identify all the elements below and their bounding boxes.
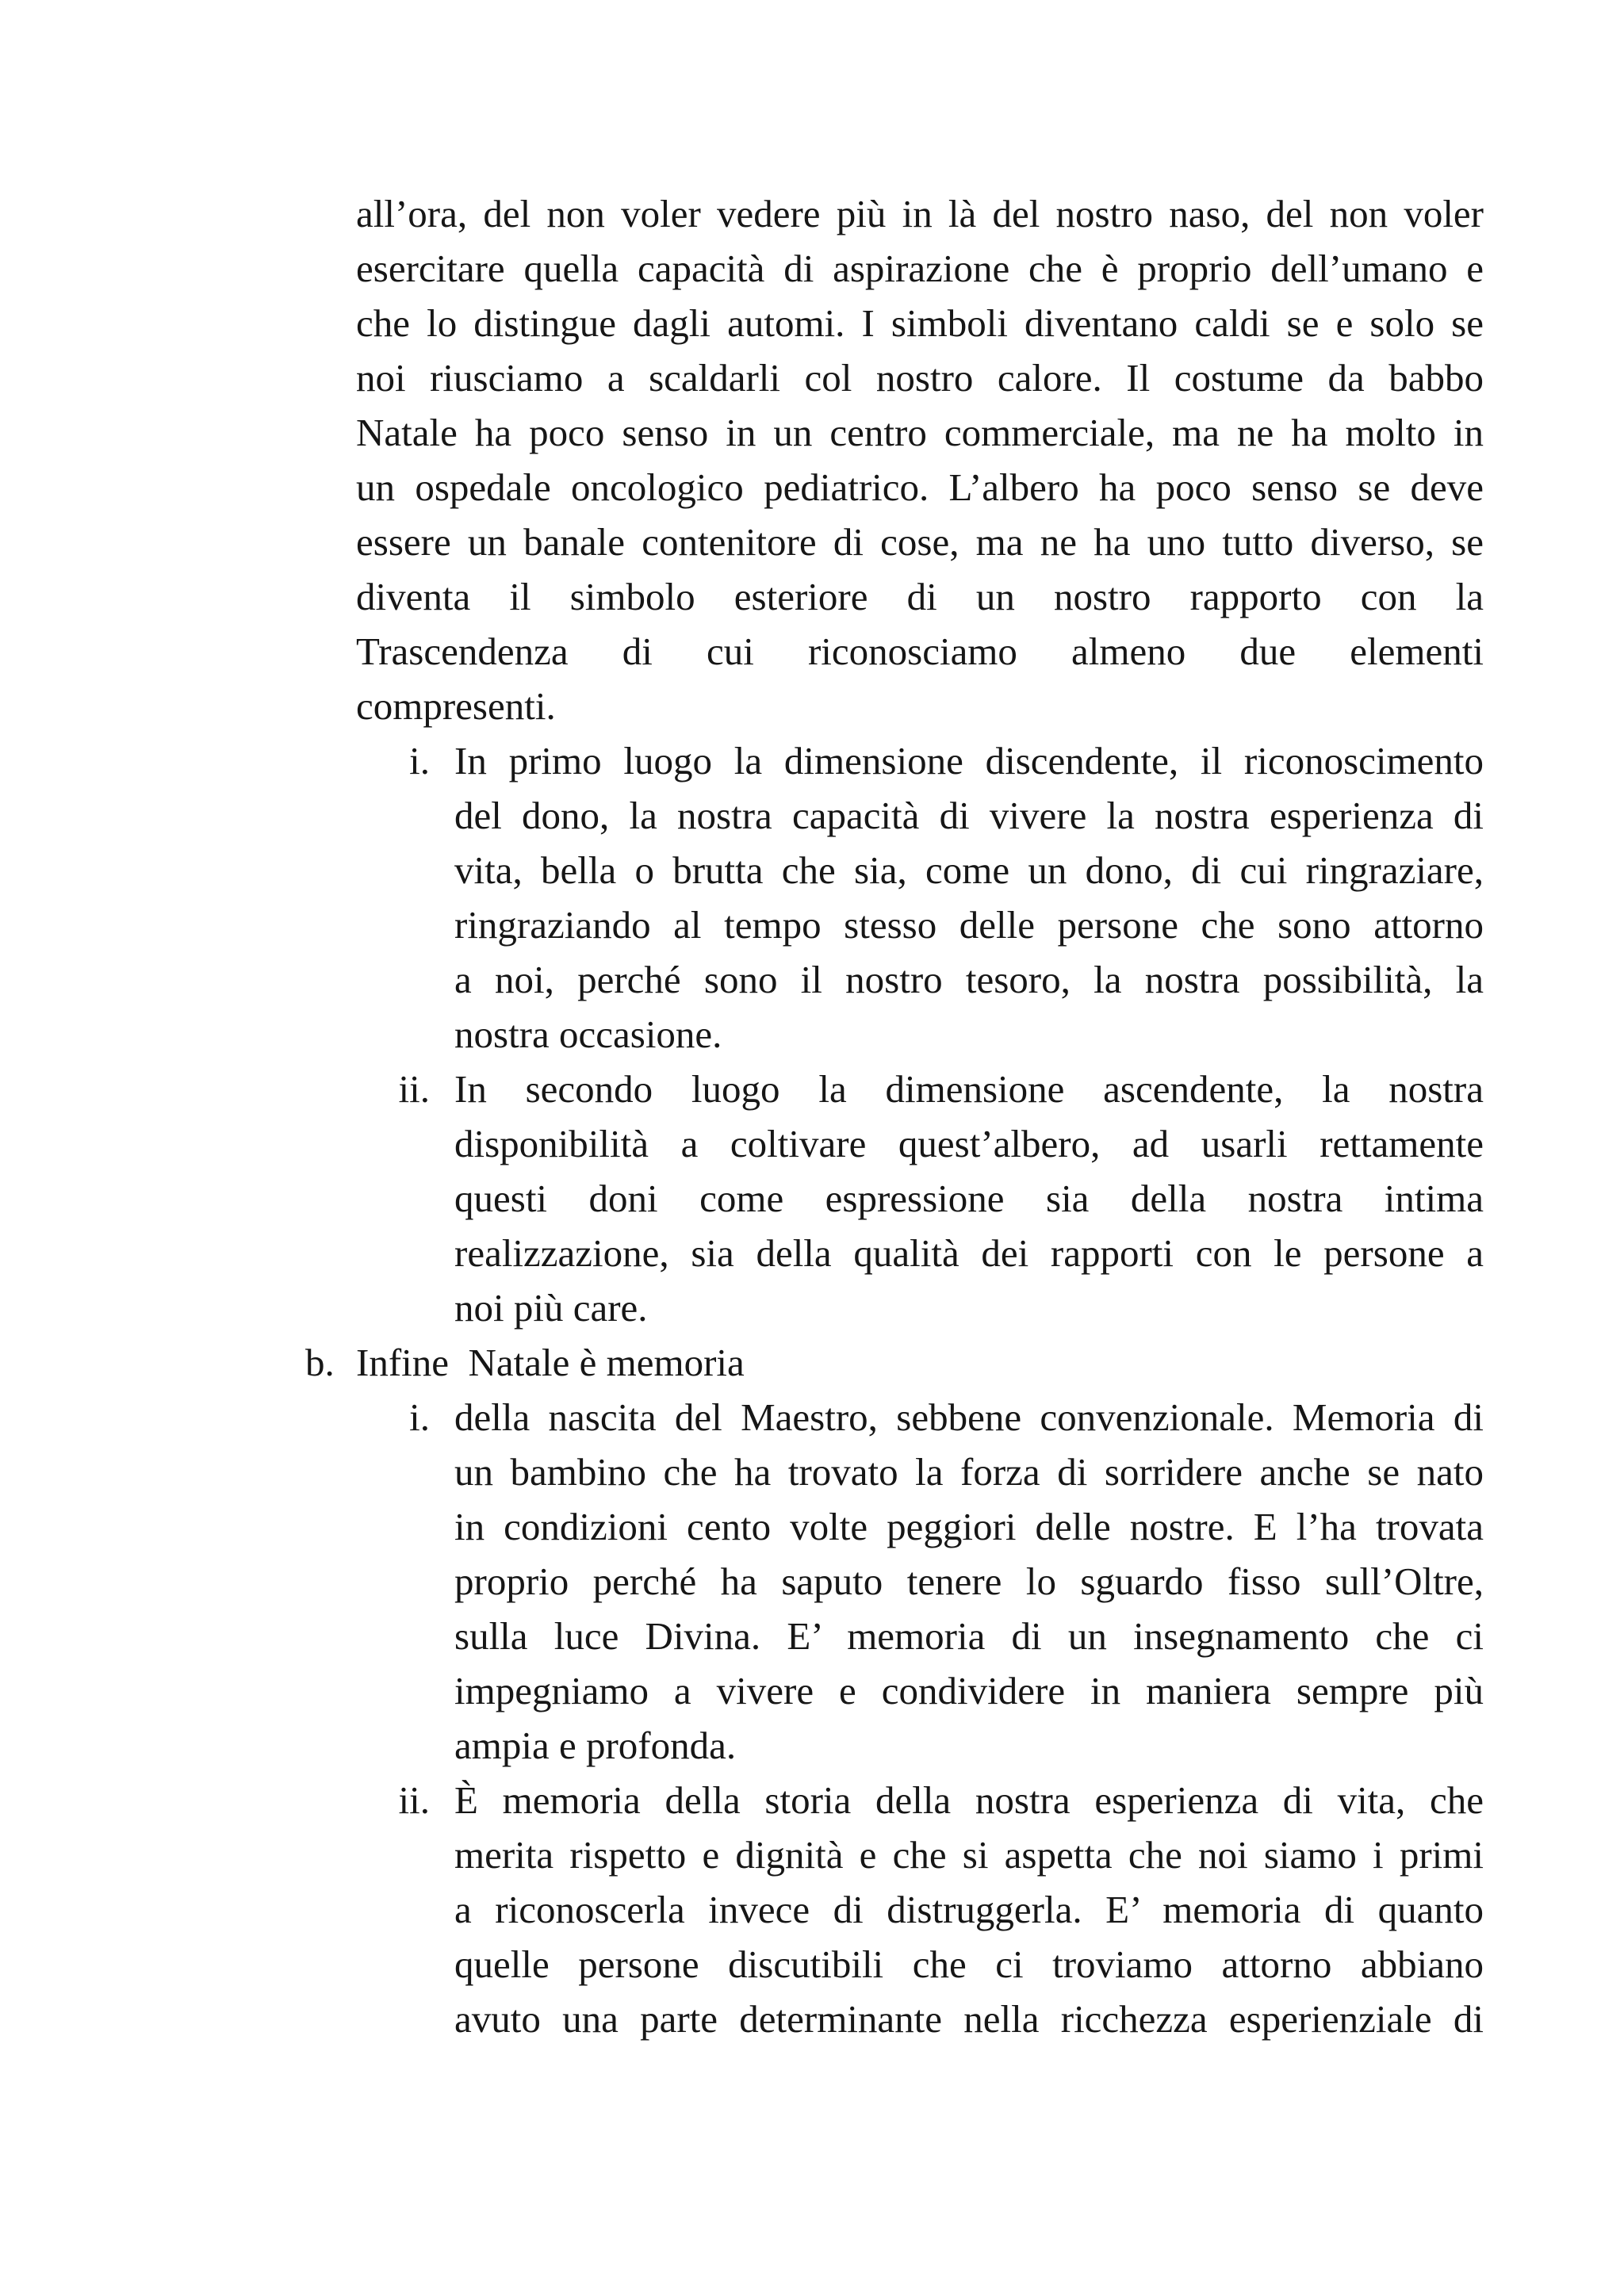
sublist-item-i: [409, 1390, 1484, 1773]
text-line: a noi, perché sono il nostro tesoro, la nostra possibilità, la: [454, 958, 1484, 1001]
text-line: disponibilità a coltivare quest’albero, ad usarli rettamente: [454, 1122, 1484, 1165]
text-line: un bambino che ha trovato la forza di sorridere anche se nato: [454, 1450, 1484, 1494]
list-marker: i.: [409, 739, 430, 783]
text-line: esercitare quella capacità di aspirazione che è proprio dell’umano e: [356, 247, 1484, 290]
text-line: questi doni come espressione sia della nostra intima: [454, 1177, 1484, 1220]
text-line: in condizioni cento volte peggiori delle nostre. E l’ha trovata: [454, 1505, 1484, 1548]
text-line: nostra occasione.: [454, 1012, 722, 1056]
text-line: noi riusciamo a scaldarli col nostro calore. Il costume da babbo: [356, 356, 1484, 400]
list-marker: ii.: [398, 1778, 430, 1822]
text-line: vita, bella o brutta che sia, come un dono, di cui ringraziare,: [454, 848, 1484, 892]
text-line: diventa il simbolo esteriore di un nostro rapporto con la: [356, 575, 1484, 618]
text-line: merita rispetto e dignità e che si aspetta che noi siamo i primi: [454, 1833, 1484, 1877]
text-line: In secondo luogo la dimensione ascendente, la nostra: [454, 1067, 1484, 1111]
text-line: quelle persone discutibili che ci troviamo attorno abbiano: [454, 1942, 1484, 1986]
text-line: impegniamo a vivere e condividere in maniera sempre più: [454, 1669, 1484, 1712]
list-item-i: [409, 733, 1484, 1062]
text-line: È memoria della storia della nostra esperienza di vita, che: [454, 1778, 1484, 1822]
text-line: Natale ha poco senso in un centro commerciale, ma ne ha molto in: [356, 411, 1484, 454]
text-line: ringraziando al tempo stesso delle persone che sono attorno: [454, 903, 1484, 947]
text-line: che lo distingue dagli automi. I simboli diventano caldi se e solo se: [356, 301, 1484, 345]
text-line: all’ora, del non voler vedere più in là del nostro naso, del non voler: [356, 192, 1484, 235]
sublist-item-ii: [398, 1773, 1484, 2046]
list-marker: i.: [409, 1395, 430, 1439]
text-line: ampia e profonda.: [454, 1724, 737, 1767]
text-line: compresenti.: [356, 684, 556, 728]
page-content: [0, 186, 1624, 2046]
text-line: realizzazione, sia della qualità dei rapporti con le persone a: [454, 1231, 1484, 1275]
text-line: del dono, la nostra capacità di vivere la nostra esperienza di: [454, 794, 1484, 837]
list-marker: b.: [305, 1341, 335, 1384]
text-line: avuto una parte determinante nella ricchezza esperienziale di: [454, 1997, 1484, 2041]
list-item-ii: [398, 1062, 1484, 1335]
text-line: noi più care.: [454, 1286, 648, 1330]
text-line: In primo luogo la dimensione discendente, il riconoscimento: [454, 739, 1484, 783]
list-marker: ii.: [398, 1067, 430, 1111]
text-line: Trascendenza di cui riconosciamo almeno due elementi: [356, 629, 1484, 673]
text-line: un ospedale oncologico pediatrico. L’albero ha poco senso se deve: [356, 465, 1484, 509]
body-paragraph: [356, 186, 1484, 733]
text-line: sulla luce Divina. E’ memoria di un insegnamento che ci: [454, 1614, 1484, 1658]
text-line: essere un banale contenitore di cose, ma ne ha uno tutto diverso, se: [356, 520, 1484, 564]
list-item-b: [305, 1335, 1484, 1390]
text-line: della nascita del Maestro, sebbene convenzionale. Memoria di: [454, 1395, 1484, 1439]
section-heading: Infine Natale è memoria: [356, 1341, 745, 1384]
text-line: proprio perché ha saputo tenere lo sguardo fisso sull’Oltre,: [454, 1559, 1484, 1603]
text-line: a riconoscerla invece di distruggerla. E’ memoria di quanto: [454, 1888, 1484, 1931]
